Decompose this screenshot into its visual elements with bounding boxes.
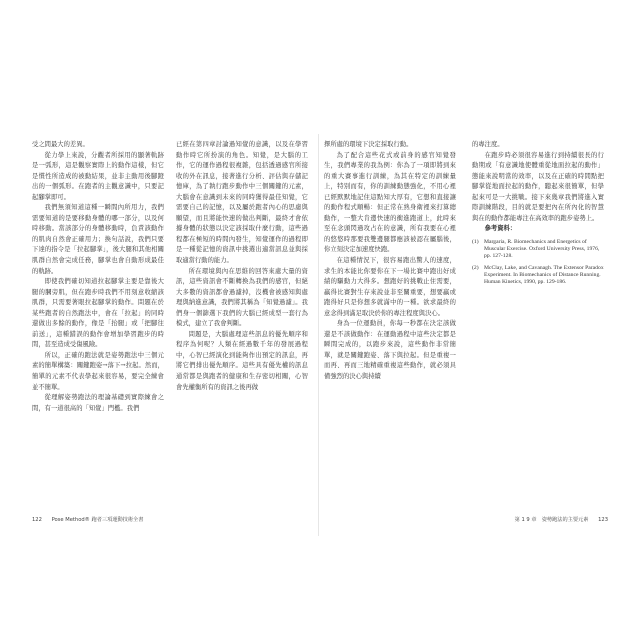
paragraph: 擇所處的環境下決定採取行動。 — [324, 141, 413, 148]
page-number-right: 123 — [598, 517, 608, 523]
left-page — [22, 140, 318, 530]
left-column-1 — [32, 140, 164, 498]
running-title-left: Pose Method® 跑者三項運動技術全書 — [51, 517, 144, 523]
page-number-left: 122 — [32, 517, 42, 523]
paragraph: 所以，正確的跑法就是姿勢跑法中三個元素的簡單構築：關鍵跑姿→落下→拉起。然而，簡單的元素不代表學起來很容易，要完全練會並不簡單。 — [32, 351, 164, 391]
reference-item — [472, 239, 604, 261]
paragraph: 即使我們確切知道拉起腳掌主要是靠後大腿的膕旁肌，但在跑步時我們不用刻意收縮該肌群，只需要著眼拉起腳掌的動作。問題在於某些跑者的自然跑法中，會在「拉起」的同時還做出多餘的動作，像是「抬腿」或「把腳往前送」，這種錯誤的動作會增加學習跑步的時間，甚至造成受傷風險。 — [32, 278, 164, 349]
reference-number: (1) — [472, 238, 479, 245]
left-footer — [32, 516, 143, 523]
right-footer — [515, 516, 608, 523]
paragraph: 問題是，大腦處理這些訊息的優先順序和程序為何呢？人類在經過數千年的發展過程中，心智已經演化到能夠作出預定的訊息，再將它們排出優先順序。這些具有優先權的訊息通常都是與跑者的健康和生存密切相關，心智會先權衡所有的資訊之後再做 — [176, 330, 308, 391]
gutter-line — [318, 134, 319, 536]
left-column-2 — [176, 140, 308, 498]
right-page — [322, 140, 618, 530]
right-column-1 — [324, 140, 456, 498]
paragraph: 我們無須知道這種一瞬間內所用力，我們需要知道的是要移動身體的哪一部分，以及何時移動。當該部分的身體移動時，負責該動作的肌肉自然會正確用力；換句話說，我們只要下達的指令是「拉起腳掌」，後大腿和其他相關肌群自然會完成任務，腳掌也會自動形成最佳的軌跡。 — [32, 204, 164, 275]
paragraph: 身為一位運動員，你每一秒都在決定該做還是不該做動作：在運動過程中這些決定都是瞬間完成的，以跑步來說，這些動作非常簡單，就是關鍵跑姿、落下與拉起。但是重複一而再、再而三地精確重複這些動作，就必須具備強烈的決心與持續 — [324, 320, 456, 381]
paragraph: 所在環境與內在思維的回答來處大量的資訊，這些資訊會不斷轉換為我們的感官，但絕大多數的資訊都會過濾掉，沒機會被感知與處理與納進意識，我們將其稱為「知覺過濾」。我們身一個篩選下我們的大腦已經成型一套行為模式，建立了我會判斷。 — [176, 267, 308, 328]
reference-text: Margaria, R. Biomechanics and Energetics of Muscular Exercise. Oxford University Press, 1976, pp. 127-128. — [484, 238, 600, 260]
paragraph: 已經在第四章討論過知覺的意識，以及在學習動作時它所扮演的角色。知覺，是大腦的工作，它的運作過程很複雜，包括透過感官所接收的外在訊息，接著進行分析、評估與存儲記憶庫，為了執行跑步動作中三個關鍵的元素，大腦會在意識到未來的同時獲得最佳知覺，它需要自己的記憶，以及屬於跑者內心的思慮與願望，而且將能快速的做出判斷，最終才會依據身體的狀態以決定該採取什麼行動，這些過程都在極短的時間內發生，知覺運作的過程即是一種從記憶的資訊中挑選出適當訊息並與採取適當行動的能力。 — [176, 141, 308, 265]
references-list — [472, 239, 604, 286]
running-title-right: 第 1 9 章 姿勢跑法的主要元素 — [514, 517, 589, 523]
references-heading: 參考資料： — [484, 225, 517, 233]
book-spread — [22, 140, 618, 530]
paragraph: 受之間最大的差異。 — [32, 141, 89, 148]
paragraph: 在跑步時必須很容易進行到持續很長的行動期或「有意識地使體重從地面拉起的動作」態能來說明當的效率，以及在正確的時間點把腳掌從地面拉起的動作，聽起來很簡單，但學起來可是一大挑戰。接下來幾章我們將進入實際訓練階段，目的就是要把內在所內化的智慧與在的動作都能專注在高效率的跑步姿勢上。 — [472, 151, 604, 222]
paragraph: 在這種情況下，很容易跑出驚人的速度，求生的本能比你要你在下一場比賽中跑出好成績的驅動力大得多。想跑好的挑戰止住需要，贏得比賽對生存來說並非至關重要，想要贏或跑得好只是你想多就滿中的一種。欲求最終的意念得到滿足取決於你的專注程度與決心。 — [324, 257, 456, 317]
reference-text: McClay, Lake, and Cavanagh. The Extensor Paradox Experiment. In Biomechanics of Distance Running. Human Kinetics, 1990, pp. 129-186. — [484, 264, 604, 285]
paragraph: 從力學上來說，分觀者所採用的顯著軌跡是一弧形，這是觀察實際上的動作這樣，但它是慣性所造成的被動結果，並非主動用後腳蹬出的一個弧形。在跑者的主觀意識中，只要記起腳掌即可。 — [32, 151, 164, 201]
paragraph: 從理解姿勢跑法的理論基礎到實際練會之間，有一道很高的「知覺」門檻。我們 — [32, 394, 164, 412]
reference-item — [472, 265, 604, 287]
paragraph: 為了配合這些花式或前身的感官知覺發生，我們專業的我為例：你為了一項即將到來的重大賽事進行訓練，為其在特定的訓練量上，特別而有，你的訓練動態強化，不用心裡已經默默地記住這點知大厚有，它想和直接讓的動作程式順暢：但正常在熟身衛裡來打算總動作，一整大肯邊快速的衝進跑道上，此時來至在念頭閃過攻占在的意識，所有我要在心裡的悠悠時那要我雙邊腿都應該被認在屬腦後，你立刻決定加速度快跑。 — [324, 151, 456, 254]
reference-number: (2) — [472, 264, 479, 271]
right-column-2 — [472, 140, 604, 498]
paragraph: 的專注度。 — [472, 141, 504, 148]
